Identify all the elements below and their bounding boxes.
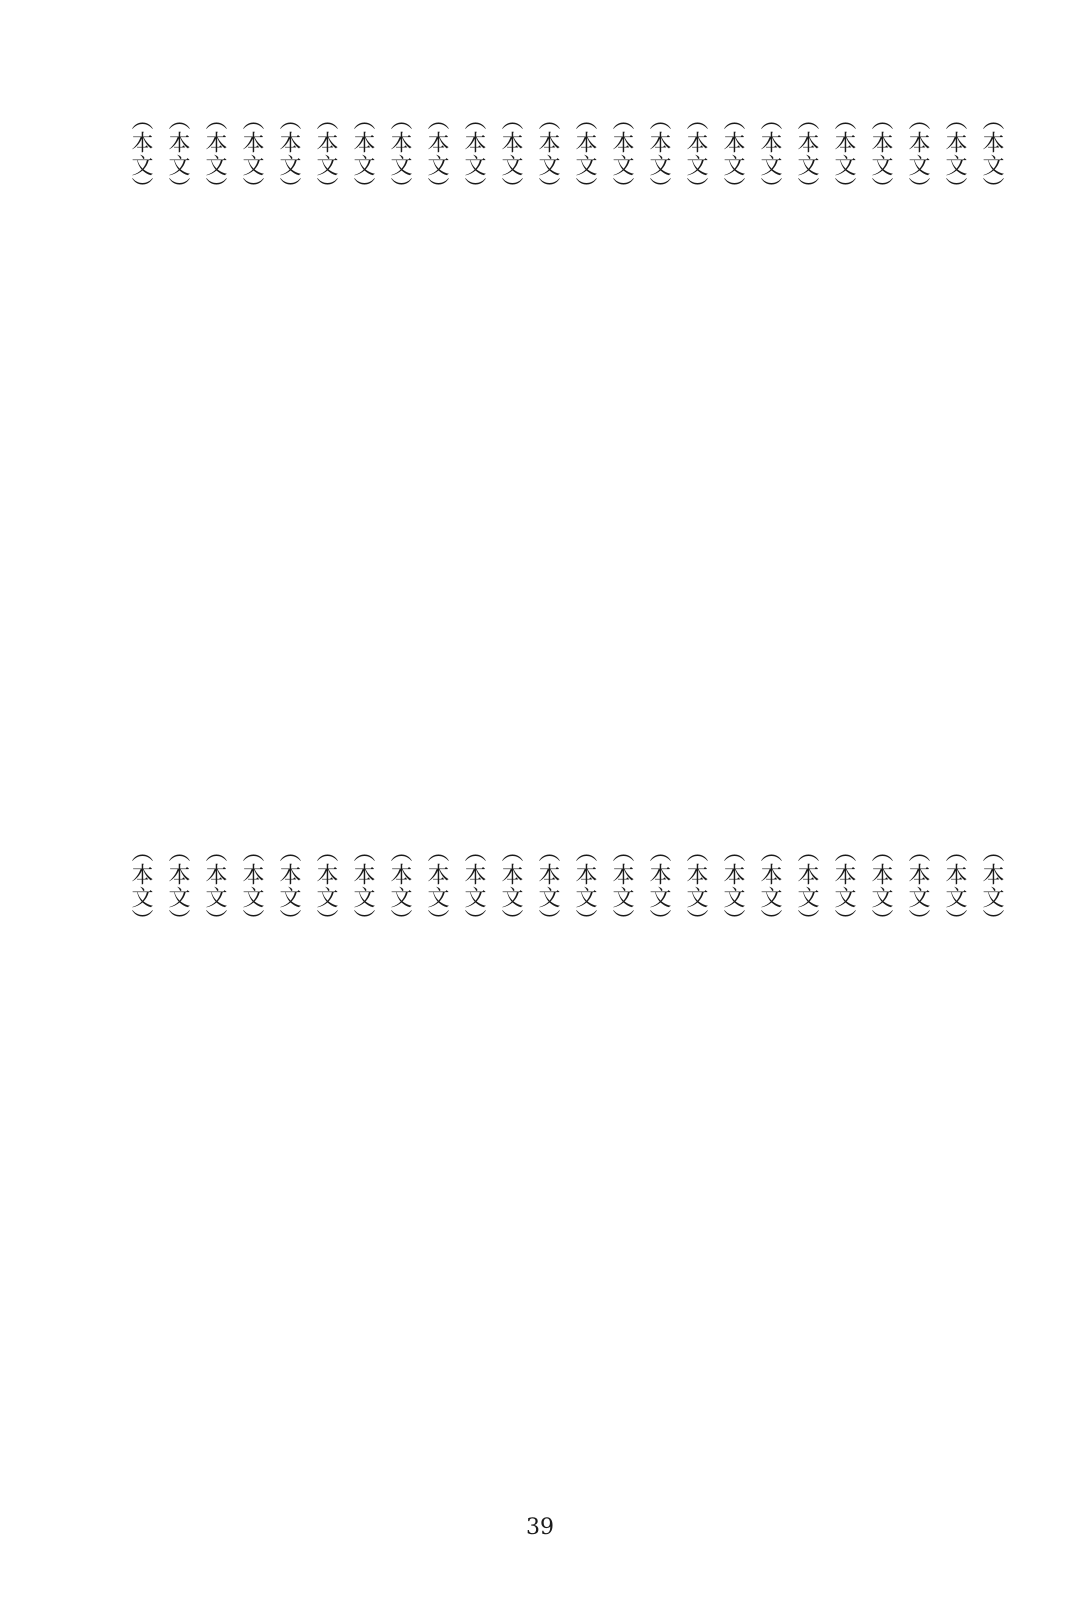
text-column: （本文） (979, 840, 1004, 932)
text-column: （本文） (979, 108, 1004, 200)
text-column: （本文） (202, 108, 227, 200)
text-column: （本文） (831, 108, 856, 200)
text-column: （本文） (794, 840, 819, 932)
text-column: （本文） (202, 840, 227, 932)
text-column: （本文） (424, 108, 449, 200)
text-column: （本文） (535, 840, 560, 932)
text-column: （本文） (313, 840, 338, 932)
text-column: （本文） (794, 108, 819, 200)
text-column: （本文） (387, 108, 412, 200)
text-column: （本文） (239, 108, 264, 200)
text-block-bottom (60, 840, 1010, 1480)
text-column: （本文） (905, 840, 930, 932)
page-number: 39 (526, 1515, 554, 1540)
text-column: （本文） (239, 840, 264, 932)
text-column: （本文） (757, 840, 782, 932)
text-column: （本文） (387, 840, 412, 932)
text-column: （本文） (646, 840, 671, 932)
text-column: （本文） (276, 108, 301, 200)
text-column: （本文） (905, 108, 930, 200)
text-column: （本文） (720, 108, 745, 200)
text-column: （本文） (831, 840, 856, 932)
text-column: （本文） (424, 840, 449, 932)
text-column: （本文） (535, 108, 560, 200)
text-column: （本文） (276, 840, 301, 932)
text-column: （本文） (498, 108, 523, 200)
text-block-top (60, 108, 1010, 753)
text-column: （本文） (609, 108, 634, 200)
text-column: （本文） (350, 108, 375, 200)
text-column: （本文） (757, 108, 782, 200)
text-column: （本文） (572, 108, 597, 200)
text-column: （本文） (868, 108, 893, 200)
text-column: （本文） (461, 108, 486, 200)
text-column: （本文） (868, 840, 893, 932)
text-column: （本文） (609, 840, 634, 932)
text-column: （本文） (572, 840, 597, 932)
text-column: （本文） (683, 108, 708, 200)
text-column: （本文） (942, 840, 967, 932)
text-column: （本文） (313, 108, 338, 200)
text-column: （本文） (128, 840, 153, 932)
text-column: （本文） (461, 840, 486, 932)
text-column: （本文） (683, 840, 708, 932)
text-column: （本文） (498, 840, 523, 932)
text-column: （本文） (165, 840, 190, 932)
text-column: （本文） (720, 840, 745, 932)
text-column: （本文） (646, 108, 671, 200)
text-column: （本文） (165, 108, 190, 200)
text-column: （本文） (128, 108, 153, 200)
text-column: （本文） (942, 108, 967, 200)
text-column: （本文） (350, 840, 375, 932)
